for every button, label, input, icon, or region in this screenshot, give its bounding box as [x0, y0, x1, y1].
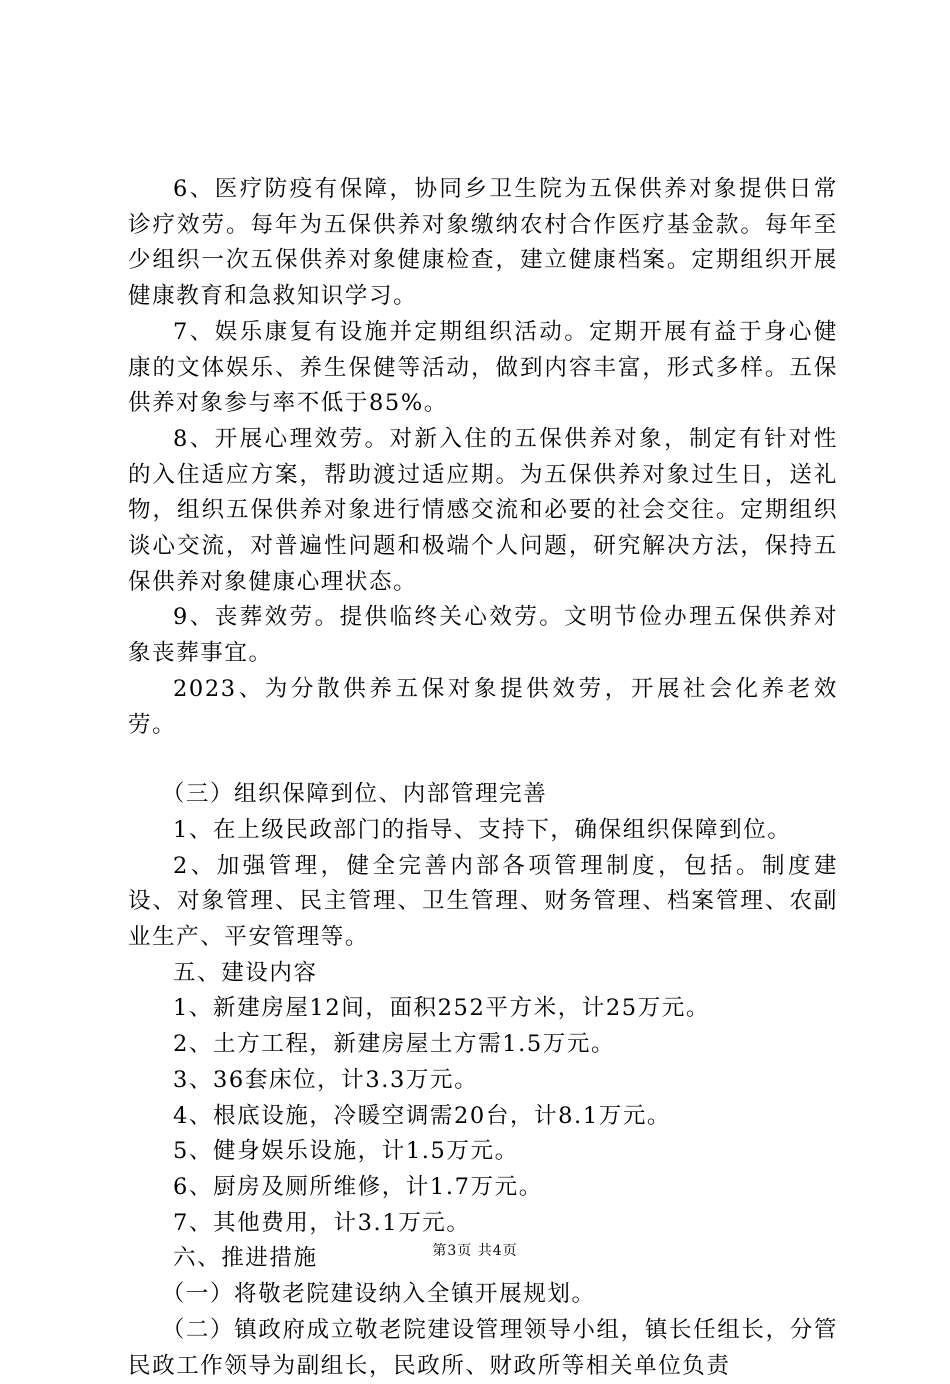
- section-heading-construction: 五、建设内容: [173, 959, 318, 986]
- list-item: 2、土方工程，新建房屋土方需1.5万元。: [173, 1031, 616, 1058]
- list-item: 1、在上级民政部门的指导、支持下，确保组织保障到位。: [173, 816, 792, 843]
- list-item: （二）镇政府成立敬老院建设管理领导小组，镇长任组长，分管民政工作领导为副组长，民政所、财政所等相关单位负责: [128, 1316, 838, 1379]
- document-body: [128, 172, 838, 1384]
- page-total: 共4页: [477, 1243, 518, 1259]
- list-item: 6、厨房及厕所维修，计1.7万元。: [173, 1173, 543, 1200]
- paragraph-scattered-support: 2023、为分散供养五保对象提供效劳，开展社会化养老效劳。: [128, 675, 838, 738]
- list-item: 7、其他费用，计3.1万元。: [173, 1209, 471, 1236]
- section-heading-measures: 六、推进措施: [173, 1245, 318, 1272]
- page-number: 第3页: [432, 1243, 473, 1259]
- list-item: （一）将敬老院建设纳入全镇开展规划。: [161, 1281, 596, 1308]
- list-item: 3、36套床位，计3.3万元。: [173, 1066, 479, 1093]
- paragraph-gap: [128, 743, 838, 777]
- page-footer: [0, 1240, 950, 1260]
- list-item: 4、根底设施，冷暖空调需20台，计8.1万元。: [173, 1102, 672, 1129]
- section-heading-organization: （三）组织保障到位、内部管理完善: [161, 781, 548, 808]
- list-item: 5、健身娱乐设施，计1.5万元。: [173, 1138, 519, 1165]
- paragraph-recreation: 7、娱乐康复有设施并定期组织活动。定期开展有益于身心健康的文体娱乐、养生保健等活动，做到内容丰富，形式多样。五保供养对象参与率不低于85%。: [128, 318, 838, 417]
- list-item: 1、新建房屋12间，面积252平方米，计25万元。: [173, 995, 711, 1022]
- list-item: 2、加强管理，健全完善内部各项管理制度，包括。制度建设、对象管理、民主管理、卫生管理、财务管理、档案管理、农副业生产、平安管理等。: [128, 852, 838, 951]
- paragraph-funeral: 9、丧葬效劳。提供临终关心效劳。文明节俭办理五保供养对象丧葬事宜。: [128, 604, 838, 667]
- paragraph-medical: 6、医疗防疫有保障，协同乡卫生院为五保供养对象提供日常诊疗效劳。每年为五保供养对象缴纳农村合作医疗基金款。每年至少组织一次五保供养对象健康检查，建立健康档案。定期组织开展健康教育和急救知识学习。: [128, 176, 838, 310]
- paragraph-psychology: 8、开展心理效劳。对新入住的五保供养对象，制定有针对性的入住适应方案，帮助渡过适应期。为五保供养对象过生日，送礼物，组织五保供养对象进行情感交流和必要的社会交往。定期组织谈心交流，对普遍性问题和极端个人问题，研究解决方法，保持五保供养对象健康心理状态。: [128, 425, 838, 595]
